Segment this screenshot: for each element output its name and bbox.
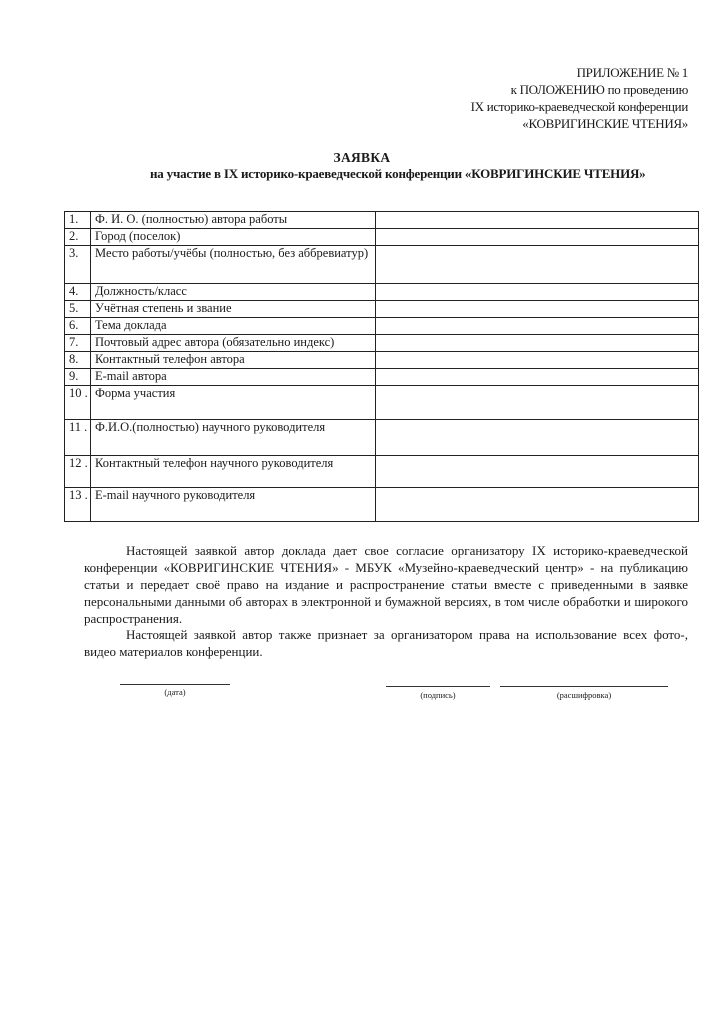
signature-caption: (подпись): [420, 690, 456, 700]
row-number: 1.: [65, 212, 91, 229]
application-form-table: [64, 211, 699, 522]
row-value-field[interactable]: [376, 488, 699, 522]
table-row: [65, 229, 699, 246]
row-value-field[interactable]: [376, 246, 699, 284]
table-row: [65, 284, 699, 301]
row-value-field[interactable]: [376, 284, 699, 301]
row-value-field[interactable]: [376, 456, 699, 488]
row-number: 8.: [65, 352, 91, 369]
row-label: Должность/класс: [91, 284, 376, 301]
row-value-field[interactable]: [376, 318, 699, 335]
row-number: 9.: [65, 369, 91, 386]
media-rights-paragraph-text: Настоящей заявкой автор также признает за организатором права на использование всех фото-, видео материалов конференции.: [84, 627, 688, 659]
signature-line[interactable]: [386, 686, 490, 687]
row-label: E-mail научного руководителя: [91, 488, 376, 522]
row-label: Город (поселок): [91, 229, 376, 246]
row-label: Форма участия: [91, 386, 376, 420]
row-value-field[interactable]: [376, 301, 699, 318]
document-title: ЗАЯВКА: [333, 150, 391, 165]
row-number: 12 .: [65, 456, 91, 488]
decode-line[interactable]: [500, 686, 668, 687]
table-row: [65, 386, 699, 420]
row-label: Ф.И.О.(полностью) научного руководителя: [91, 420, 376, 456]
appendix-line-1: ПРИЛОЖЕНИЕ № 1: [576, 65, 688, 80]
row-number: 10 .: [65, 386, 91, 420]
row-label: Тема доклада: [91, 318, 376, 335]
table-row: [65, 246, 699, 284]
row-value-field[interactable]: [376, 352, 699, 369]
row-number: 13 .: [65, 488, 91, 522]
appendix-line-2: к ПОЛОЖЕНИЮ по проведению: [510, 82, 688, 97]
row-label: Контактный телефон автора: [91, 352, 376, 369]
appendix-header: [471, 64, 688, 132]
row-value-field[interactable]: [376, 369, 699, 386]
row-value-field[interactable]: [376, 335, 699, 352]
row-label: Ф. И. О. (полностью) автора работы: [91, 212, 376, 229]
consent-paragraph-text: Настоящей заявкой автор доклада дает свое согласие организатору IX историко-краеведческой конференции «КОВРИГИНСКИЕ ЧТЕНИЯ» - МБУК «Музейно-краеведческий центр» - на публикацию статьи и передает своё право на издание и распространение статьи вместе с приведенными в заявке персональными данными об авторах в электронной и бумажной версиях, в том числе обработки и широкого распространения.: [84, 543, 688, 626]
date-line[interactable]: [120, 684, 230, 685]
document-subtitle: на участие в IX историко-краеведческой конференции «КОВРИГИНСКИЕ ЧТЕНИЯ»: [150, 166, 646, 181]
table-row: [65, 335, 699, 352]
consent-paragraph: [84, 542, 688, 627]
appendix-line-4: «КОВРИГИНСКИЕ ЧТЕНИЯ»: [522, 116, 688, 131]
decode-caption: (расшифровка): [556, 690, 612, 700]
row-number: 4.: [65, 284, 91, 301]
media-rights-paragraph: [84, 626, 688, 660]
row-number: 11 .: [65, 420, 91, 456]
table-row: [65, 488, 699, 522]
row-value-field[interactable]: [376, 229, 699, 246]
table-row: [65, 456, 699, 488]
table-row: [65, 352, 699, 369]
row-label: Контактный телефон научного руководителя: [91, 456, 376, 488]
date-caption: (дата): [164, 687, 186, 697]
table-row: [65, 369, 699, 386]
row-value-field[interactable]: [376, 420, 699, 456]
table-row: [65, 301, 699, 318]
row-value-field[interactable]: [376, 212, 699, 229]
row-number: 7.: [65, 335, 91, 352]
row-label: E-mail автора: [91, 369, 376, 386]
row-number: 5.: [65, 301, 91, 318]
row-number: 6.: [65, 318, 91, 335]
table-row: [65, 318, 699, 335]
appendix-line-3: IX историко-краеведческой конференции: [470, 99, 688, 114]
row-value-field[interactable]: [376, 386, 699, 420]
row-label: Место работы/учёбы (полностью, без аббревиатур): [91, 246, 376, 284]
table-row: [65, 212, 699, 229]
row-label: Учётная степень и звание: [91, 301, 376, 318]
row-number: 2.: [65, 229, 91, 246]
row-number: 3.: [65, 246, 91, 284]
table-row: [65, 420, 699, 456]
row-label: Почтовый адрес автора (обязательно индекс): [91, 335, 376, 352]
